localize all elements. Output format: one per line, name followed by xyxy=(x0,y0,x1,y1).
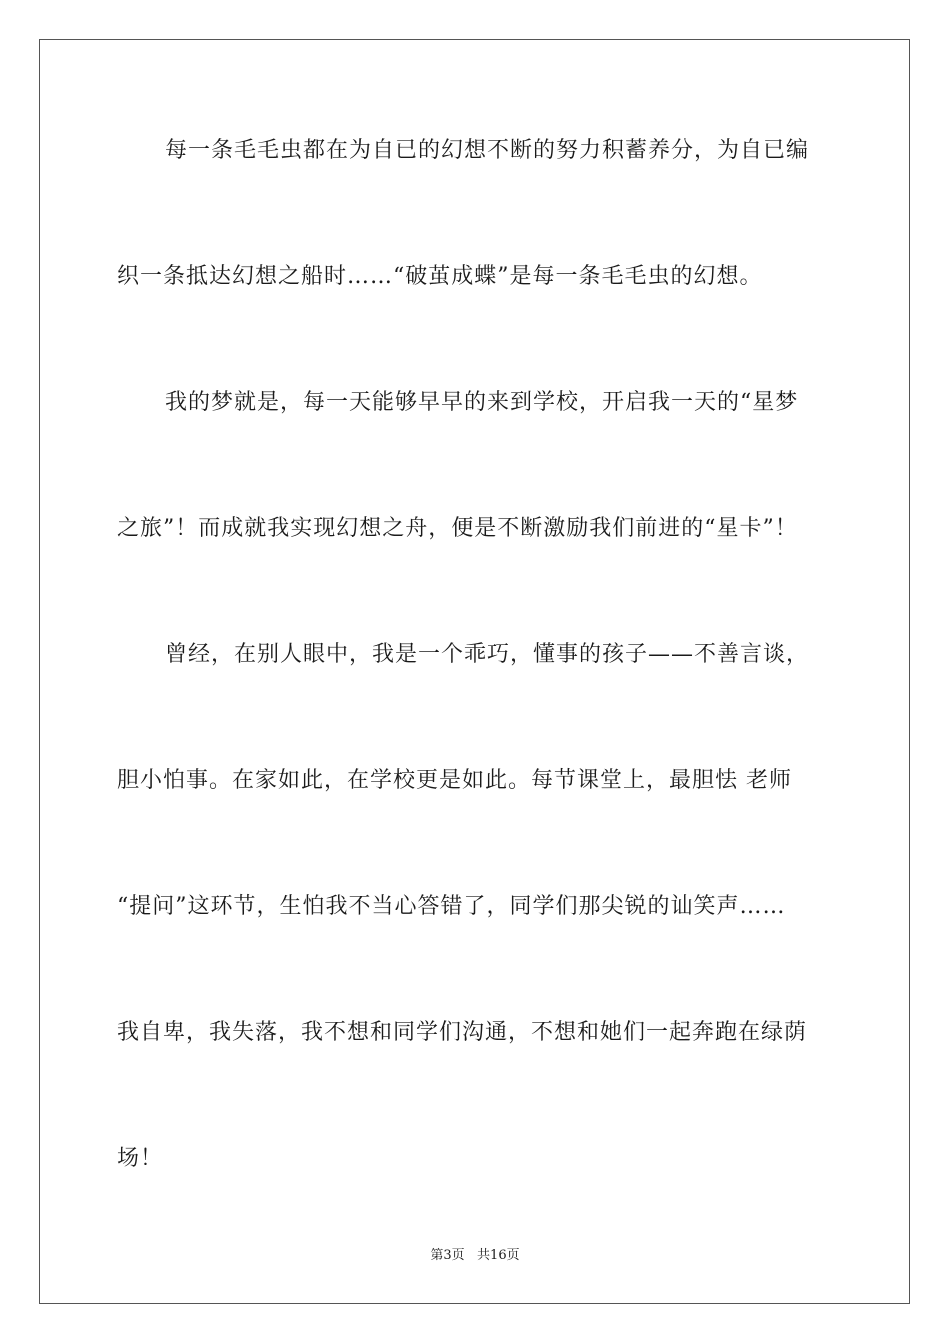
paragraph-3-line-2: 胆小怕事。在家如此，在学校更是如此。每节课堂上，最胆怯 老师 xyxy=(117,768,792,793)
paragraph-2-line-1: 我的梦就是，每一天能够早早的来到学校，开启我一天的“星梦 xyxy=(165,390,799,415)
page-frame xyxy=(39,39,910,1304)
paragraph-2-line-2: 之旅”！而成就我实现幻想之舟，便是不断激励我们前进的“星卡”！ xyxy=(117,516,798,541)
page-number-footer: 第3页 共16页 xyxy=(430,1248,520,1263)
paragraph-1-line-1: 每一条毛毛虫都在为自已的幻想不断的努力积蓄养分，为自已编 xyxy=(165,138,810,163)
paragraph-3-line-5: 场！ xyxy=(117,1146,164,1171)
paragraph-3-line-4: 我自卑，我失落，我不想和同学们沟通，不想和她们一起奔跑在绿荫 xyxy=(117,1020,808,1045)
paragraph-1-line-2: 织一条抵达幻想之船时……“破茧成蝶”是每一条毛毛虫的幻想。 xyxy=(117,264,763,289)
paragraph-3-line-1: 曾经，在别人眼中，我是一个乖巧，懂事的孩子——不善言谈， xyxy=(165,642,810,667)
paragraph-3-line-3: “提问”这环节，生怕我不当心答错了，同学们那尖锐的讪笑声…… xyxy=(117,894,786,919)
